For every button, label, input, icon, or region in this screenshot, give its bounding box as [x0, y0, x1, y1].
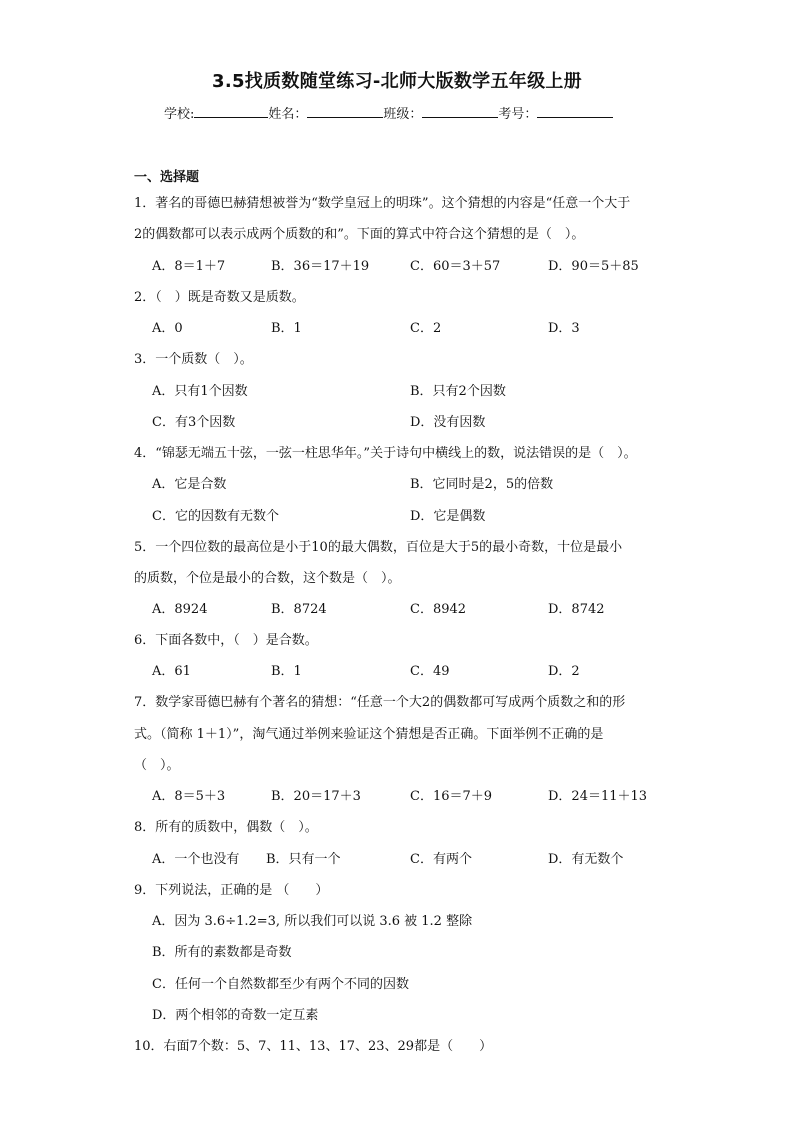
question-7-line-1: 7．数学家哥德巴赫有个著名的猜想：“任意一个大2的偶数都可写成两个质数之和的形	[134, 695, 626, 710]
question-3-option-d[interactable]: D．没有因数	[410, 415, 486, 430]
exam-no-blank[interactable]	[537, 103, 613, 118]
question-3-option-a[interactable]: A．只有1个因数	[152, 384, 248, 399]
question-8-option-d[interactable]: D．有无数个	[548, 852, 624, 867]
question-4-line-1: 4．“锦瑟无端五十弦，一弦一柱思华年。”关于诗句中横线上的数，说法错误的是（ ）。	[134, 446, 637, 461]
question-1-line-2: 2的偶数都可以表示成两个质数的和”。下面的算式中符合这个猜想的是（ ）。	[134, 227, 585, 242]
question-7-option-c[interactable]: C．16＝7＋9	[410, 789, 493, 804]
question-4-option-b[interactable]: B．它同时是2，5的倍数	[410, 477, 554, 492]
question-8-line-1: 8．所有的质数中，偶数（ ）。	[134, 820, 318, 835]
question-10-line-1: 10．右面7个数：5、7、11、13、17、23、29都是（ ）	[134, 1039, 493, 1054]
student-info-row	[164, 103, 613, 122]
question-1-option-a[interactable]: A．8＝1＋7	[152, 259, 226, 274]
question-4-option-a[interactable]: A．它是合数	[152, 477, 227, 492]
question-4-option-d[interactable]: D．它是偶数	[410, 509, 486, 524]
question-5-line-1: 5．一个四位数的最高位是小于10的最大偶数，百位是大于5的最小奇数，十位是最小	[134, 540, 623, 555]
question-1-option-c[interactable]: C．60＝3＋57	[410, 259, 501, 274]
question-5-option-b[interactable]: B．8724	[271, 602, 327, 617]
question-7-line-2: 式。（简称 1＋1）”，淘气通过举例来验证这个猜想是否正确。下面举例不正确的是	[134, 727, 604, 742]
school-blank[interactable]	[194, 103, 268, 118]
name-blank[interactable]	[307, 103, 383, 118]
question-3-line-1: 3．一个质数（ ）。	[134, 352, 253, 367]
question-9-option-c[interactable]: C．任何一个自然数都至少有两个不同的因数	[152, 977, 409, 992]
question-3-option-b[interactable]: B．只有2个因数	[410, 384, 506, 399]
question-9-option-a[interactable]: A．因为 3.6÷1.2=3, 所以我们可以说 3.6 被 1.2 整除	[152, 914, 473, 929]
question-2-option-c[interactable]: C．2	[410, 321, 442, 336]
question-9-option-d[interactable]: D．两个相邻的奇数一定互素	[152, 1008, 319, 1023]
exam-no-label: 考号：	[498, 107, 538, 122]
question-2-option-d[interactable]: D．3	[548, 321, 580, 336]
question-2-option-b[interactable]: B．1	[271, 321, 302, 336]
question-1-option-d[interactable]: D．90＝5＋85	[548, 259, 639, 274]
question-6-line-1: 6．下面各数中，（ ）是合数。	[134, 633, 318, 648]
question-8-option-a[interactable]: A．一个也没有	[152, 852, 240, 867]
name-label: 姓名：	[268, 107, 308, 122]
question-7-option-a[interactable]: A．8＝5＋3	[152, 789, 226, 804]
class-blank[interactable]	[422, 103, 498, 118]
question-1-option-b[interactable]: B．36＝17＋19	[271, 259, 370, 274]
question-1-line-1: 1．著名的哥德巴赫猜想被誉为“数学皇冠上的明珠”。这个猜想的内容是“任意一个大于	[134, 196, 631, 211]
question-5-option-a[interactable]: A．8924	[152, 602, 208, 617]
question-9-line-1: 9．下列说法，正确的是 （ ）	[134, 883, 329, 898]
question-3-option-c[interactable]: C．有3个因数	[152, 415, 236, 430]
question-8-option-c[interactable]: C．有两个	[410, 852, 472, 867]
question-7-line-3: （ ）。	[134, 758, 180, 773]
question-8-option-b[interactable]: B．只有一个	[266, 852, 341, 867]
question-6-option-a[interactable]: A．61	[152, 664, 191, 679]
question-6-option-b[interactable]: B．1	[271, 664, 302, 679]
section-title: 一、选择题	[134, 170, 200, 185]
question-2-line-1: 2．（ ）既是奇数又是质数。	[134, 290, 305, 305]
page-title: 3.5找质数随堂练习-北师大版数学五年级上册	[212, 71, 582, 92]
question-9-option-b[interactable]: B．所有的素数都是奇数	[152, 945, 292, 960]
question-6-option-c[interactable]: C．49	[410, 664, 450, 679]
question-7-option-d[interactable]: D．24＝11＋13	[548, 789, 648, 804]
question-7-option-b[interactable]: B．20＝17＋3	[271, 789, 361, 804]
question-2-option-a[interactable]: A．0	[152, 321, 183, 336]
question-5-option-d[interactable]: D．8742	[548, 602, 605, 617]
question-6-option-d[interactable]: D．2	[548, 664, 580, 679]
class-label: 班级：	[383, 107, 423, 122]
question-4-option-c[interactable]: C．它的因数有无数个	[152, 509, 279, 524]
question-5-option-c[interactable]: C．8942	[410, 602, 467, 617]
school-label: 学校:	[164, 107, 195, 122]
question-5-line-2: 的质数，个位是最小的合数，这个数是（ ）。	[134, 571, 401, 586]
